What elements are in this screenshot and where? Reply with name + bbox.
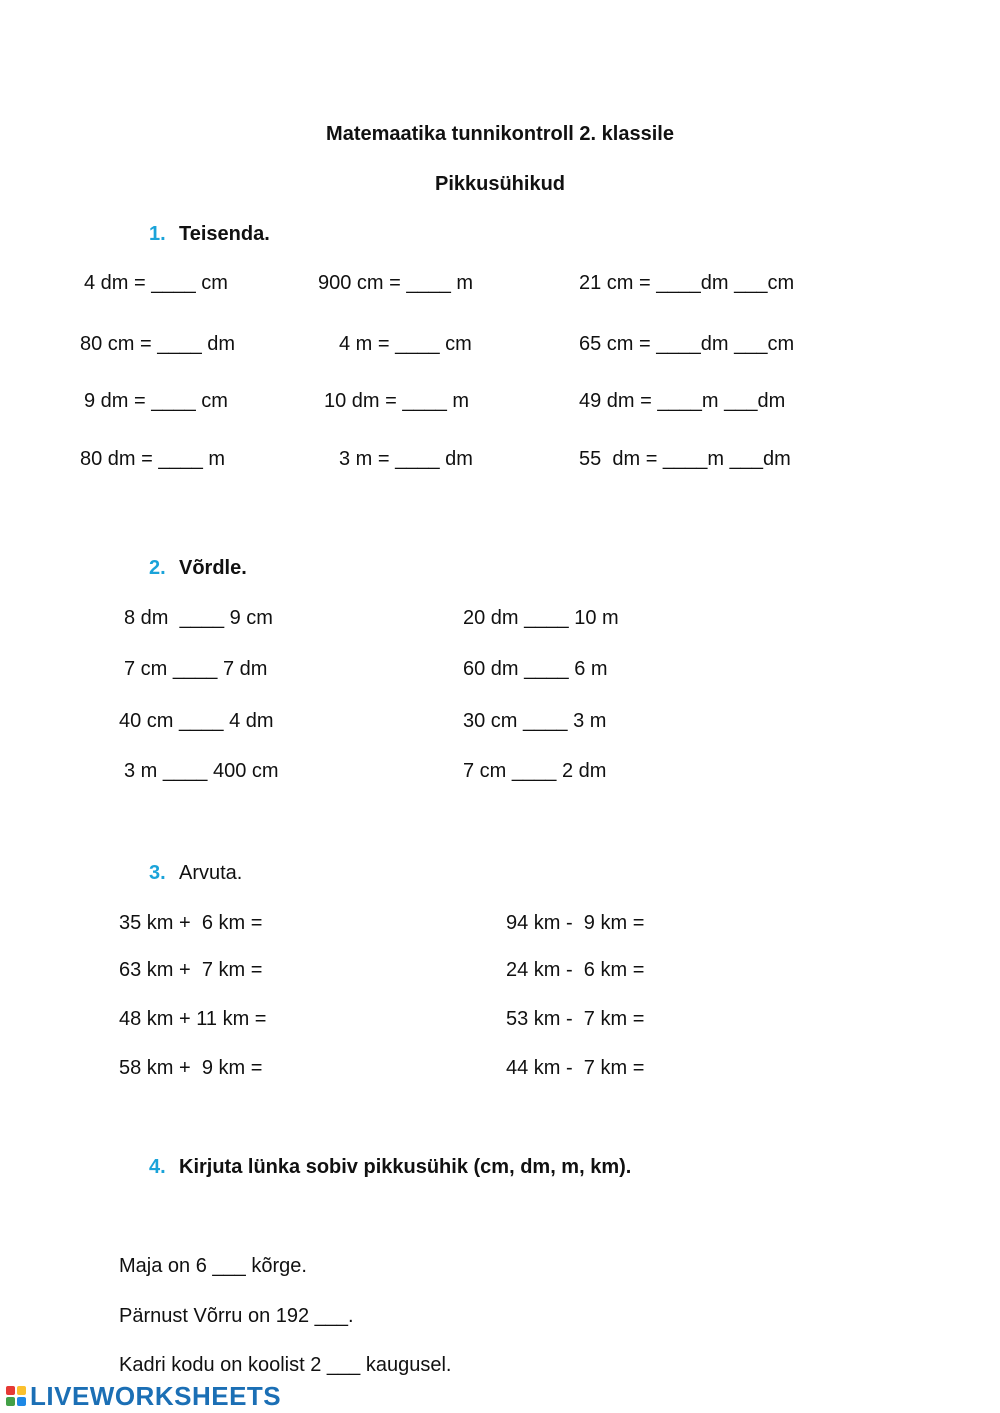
compare-item: 40 cm ____ 4 dm bbox=[119, 710, 274, 732]
calc-item: 53 km - 7 km = bbox=[506, 1008, 645, 1030]
section-3-heading: Arvuta. bbox=[179, 862, 243, 884]
fill-sentence: Maja on 6 ___ kõrge. bbox=[119, 1255, 307, 1277]
logo-block bbox=[6, 1397, 15, 1406]
section-2-number: 2. bbox=[149, 557, 166, 579]
convert-item: 900 cm = ____ m bbox=[318, 272, 474, 294]
logo-blocks-icon bbox=[6, 1386, 26, 1406]
calc-item: 44 km - 7 km = bbox=[506, 1057, 645, 1079]
logo-text: LIVEWORKSHEETS bbox=[30, 1380, 282, 1411]
convert-item: 65 cm = ____dm ___cm bbox=[579, 333, 795, 355]
liveworksheets-logo bbox=[6, 1381, 281, 1411]
calc-item: 48 km + 11 km = bbox=[119, 1008, 267, 1030]
convert-item: 4 dm = ____ cm bbox=[84, 272, 228, 294]
compare-item: 3 m ____ 400 cm bbox=[124, 760, 279, 782]
convert-item: 80 cm = ____ dm bbox=[80, 333, 236, 355]
fill-sentence: Kadri kodu on koolist 2 ___ kaugusel. bbox=[119, 1354, 452, 1376]
convert-item: 80 dm = ____ m bbox=[80, 448, 226, 470]
section-1-number: 1. bbox=[149, 223, 166, 245]
calc-item: 24 km - 6 km = bbox=[506, 959, 645, 981]
compare-item: 7 cm ____ 7 dm bbox=[124, 658, 268, 680]
section-4-heading: Kirjuta lünka sobiv pikkusühik (cm, dm, m, km). bbox=[179, 1156, 632, 1178]
section-2-heading: Võrdle. bbox=[179, 557, 247, 579]
fill-sentence: Pärnust Võrru on 192 ___. bbox=[119, 1305, 354, 1327]
compare-item: 8 dm ____ 9 cm bbox=[124, 607, 273, 629]
compare-item: 30 cm ____ 3 m bbox=[463, 710, 607, 732]
convert-item: 3 m = ____ dm bbox=[339, 448, 473, 470]
convert-item: 4 m = ____ cm bbox=[339, 333, 472, 355]
calc-item: 58 km + 9 km = bbox=[119, 1057, 263, 1079]
compare-item: 7 cm ____ 2 dm bbox=[463, 760, 607, 782]
compare-item: 60 dm ____ 6 m bbox=[463, 658, 608, 680]
section-4-number: 4. bbox=[149, 1156, 166, 1178]
convert-item: 21 cm = ____dm ___cm bbox=[579, 272, 795, 294]
convert-item: 49 dm = ____m ___dm bbox=[579, 390, 786, 412]
logo-block bbox=[17, 1386, 26, 1395]
page-title: Matemaatika tunnikontroll 2. klassile bbox=[326, 123, 674, 145]
convert-item: 9 dm = ____ cm bbox=[84, 390, 228, 412]
calc-item: 94 km - 9 km = bbox=[506, 912, 645, 934]
logo-block bbox=[17, 1397, 26, 1406]
convert-item: 10 dm = ____ m bbox=[324, 390, 470, 412]
page-subtitle: Pikkusühikud bbox=[434, 173, 566, 195]
logo-block bbox=[6, 1386, 15, 1395]
section-1-heading: Teisenda. bbox=[179, 223, 270, 245]
calc-item: 35 km + 6 km = bbox=[119, 912, 263, 934]
compare-item: 20 dm ____ 10 m bbox=[463, 607, 619, 629]
convert-item: 55 dm = ____m ___dm bbox=[579, 448, 791, 470]
calc-item: 63 km + 7 km = bbox=[119, 959, 263, 981]
section-3-number: 3. bbox=[149, 862, 166, 884]
